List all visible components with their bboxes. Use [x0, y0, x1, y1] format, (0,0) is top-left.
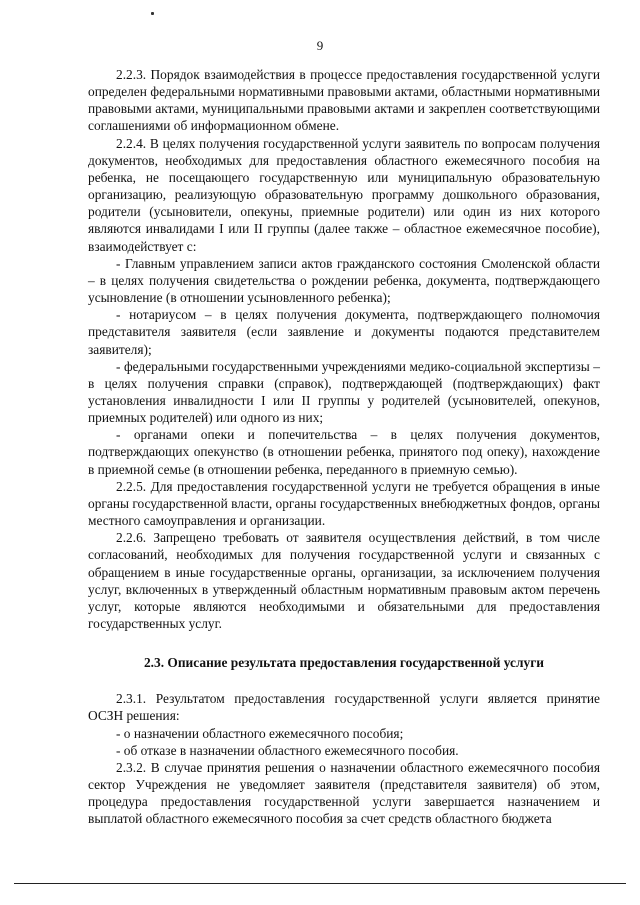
document-body — [88, 66, 600, 828]
page-number: 9 — [316, 38, 324, 53]
list-item-zags: - Главным управлением записи актов гражданского состояния Смоленской области – в целях получения свидетельства о рождении ребенка, документа, подтверждающего усыновление (в отношении усыновленного ребенка); — [88, 255, 600, 306]
paragraph-2-3-1: 2.3.1. Результатом предоставления государственной услуги является принятие ОСЗН решения: — [88, 691, 600, 724]
list-item-grant: - о назначении областного ежемесячного пособия; — [116, 725, 404, 741]
paragraph-2-2-4: 2.2.4. В целях получения государственной услуги заявитель по вопросам получения документов, необходимых для предоставления областного ежемесячного пособия на ребенка, не посещающего государственную или муниципальную образовательную организацию, реализующую образовательную программу дошкольного образования, родители (усыновители, опекуны, приемные родители) или один из них которого являются инвалидами I или II группы (далее также – областное ежемесячное пособие), взаимодействует с: — [88, 135, 600, 254]
section-heading-2-3: 2.3. Описание результата предоставления государственной услуги — [143, 655, 545, 671]
paragraph-2-2-6: 2.2.6. Запрещено требовать от заявителя осуществления действий, в том числе согласований, необходимых для получения государственной услуги и связанных с обращением в иные государственные органы, организации, за исключением получения услуг, включенных в утвержденный областным нормативным правовым актом перечень услуг, которые являются необходимыми и обязательными для предоставления государственных услуг. — [88, 530, 600, 631]
list-item-notary: - нотариусом – в целях получения документа, подтверждающего полномочия представителя заявителя (если заявление и документы подаются представителем заявителя); — [88, 307, 600, 357]
list-item-guardianship: - органами опеки и попечительства – в целях получения документов, подтверждающих опекунство (в отношении ребенка, принятого под опеку), нахождение в приемной семье (в отношении ребенка, переданного в приемную семью). — [88, 427, 600, 477]
paragraph-2-2-3: 2.2.3. Порядок взаимодействия в процессе предоставления государственной услуги определен федеральными нормативными правовыми актами, областными нормативными правовыми актами, муниципальными правовыми актами и закреплен соответствующими соглашениями об информационном обмене. — [88, 67, 600, 134]
list-item-mse: - федеральными государственными учреждениями медико-социальной экспертизы – в целях получения справки (справок), подтверждающей (подтверждающих) факт установления инвалидности I или II группы у родителей (усыновителей, опекунов, приемных родителей) или одного из них; — [88, 358, 600, 426]
paragraph-2-2-5: 2.2.5. Для предоставления государственной услуги не требуется обращения в иные органы государственной власти, органы государственных внебюджетных фондов, органы местного самоуправления и организации. — [88, 478, 601, 529]
bottom-rule — [14, 883, 626, 884]
paragraph-2-3-2: 2.3.2. В случае принятия решения о назначении областного ежемесячного пособия сектор Учреждения не уведомляет заявителя (представителя заявителя) об этом, процедура предоставления государственной услуги завершается назначением и выплатой областного ежемесячного пособия за счет средств областного бюджета — [88, 759, 600, 827]
list-item-refuse: - об отказе в назначении областного ежемесячного пособия. — [116, 742, 459, 758]
scan-speck — [151, 12, 154, 15]
